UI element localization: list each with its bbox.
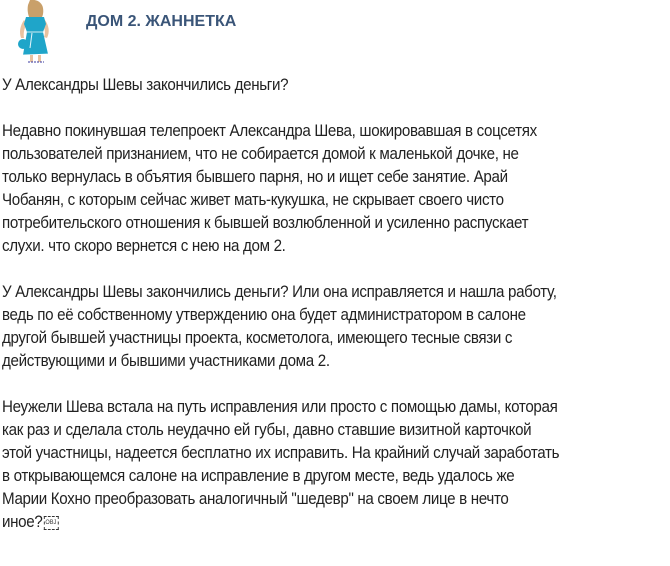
paragraph-line: только вернулась в объятия бывшего парня, но и ищет себе занятие. Арай [2,168,508,186]
paragraph-line: У Александры Шевы закончились деньги? Или она исправляется и нашла работу, [2,283,557,301]
paragraph-line: другой бывшей участницы проекта, косметолога, имеющего тесные связи с [2,329,513,347]
paragraph-line: иное? [2,513,43,531]
article [2,74,666,557]
paragraph-line: потребительского отношения к бывшей возлюбленной и усиленно распускает [2,214,529,232]
paragraph-line: в открывающемся салоне на исправление в другом месте, ведь удалось же [2,467,515,485]
paragraph-line: Марии Кохно преобразовать аналогичный "шедевр" на своем лице в нечто [2,490,509,508]
paragraph-line: этой участницы, надеется бесплатно их исправить. На крайний случай заработать [2,444,560,462]
paragraph-line: как раз и сделала столь неудачно ей губы, давно ставшие визитной карточкой [2,421,532,439]
article-paragraph-2 [2,281,667,373]
woman-in-blue-dress-image[interactable] [14,0,56,66]
article-paragraph-3 [2,396,667,534]
object-replacement-glyph-icon: OBJ [43,516,58,530]
site-title[interactable]: ДОМ 2. ЖАННЕТКА [86,13,237,30]
site-header [0,0,670,66]
paragraph-line: Чобанян, с которым сейчас живет мать-кукушка, не скрывает своего чисто [2,191,504,209]
article-paragraph-1 [2,120,667,258]
paragraph-line: Неужели Шева встала на путь исправления или просто с помощью дамы, которая [2,398,558,416]
paragraph-line: пользователей признанием, что не собирается домой к маленькой дочке, не [2,145,519,163]
article-title: У Александры Шевы закончились деньги? [2,76,289,94]
paragraph-line: ведь по её собственному утверждению она будет администратором в салоне [2,306,526,324]
paragraph-line: действующими и бывшими участниками дома 2. [2,352,330,370]
paragraph-line: Недавно покинувшая телепроект Александра Шева, шокировавшая в соцсетях [2,122,537,140]
paragraph-line: слухи. что скоро вернется с нею на дом 2. [2,237,286,255]
